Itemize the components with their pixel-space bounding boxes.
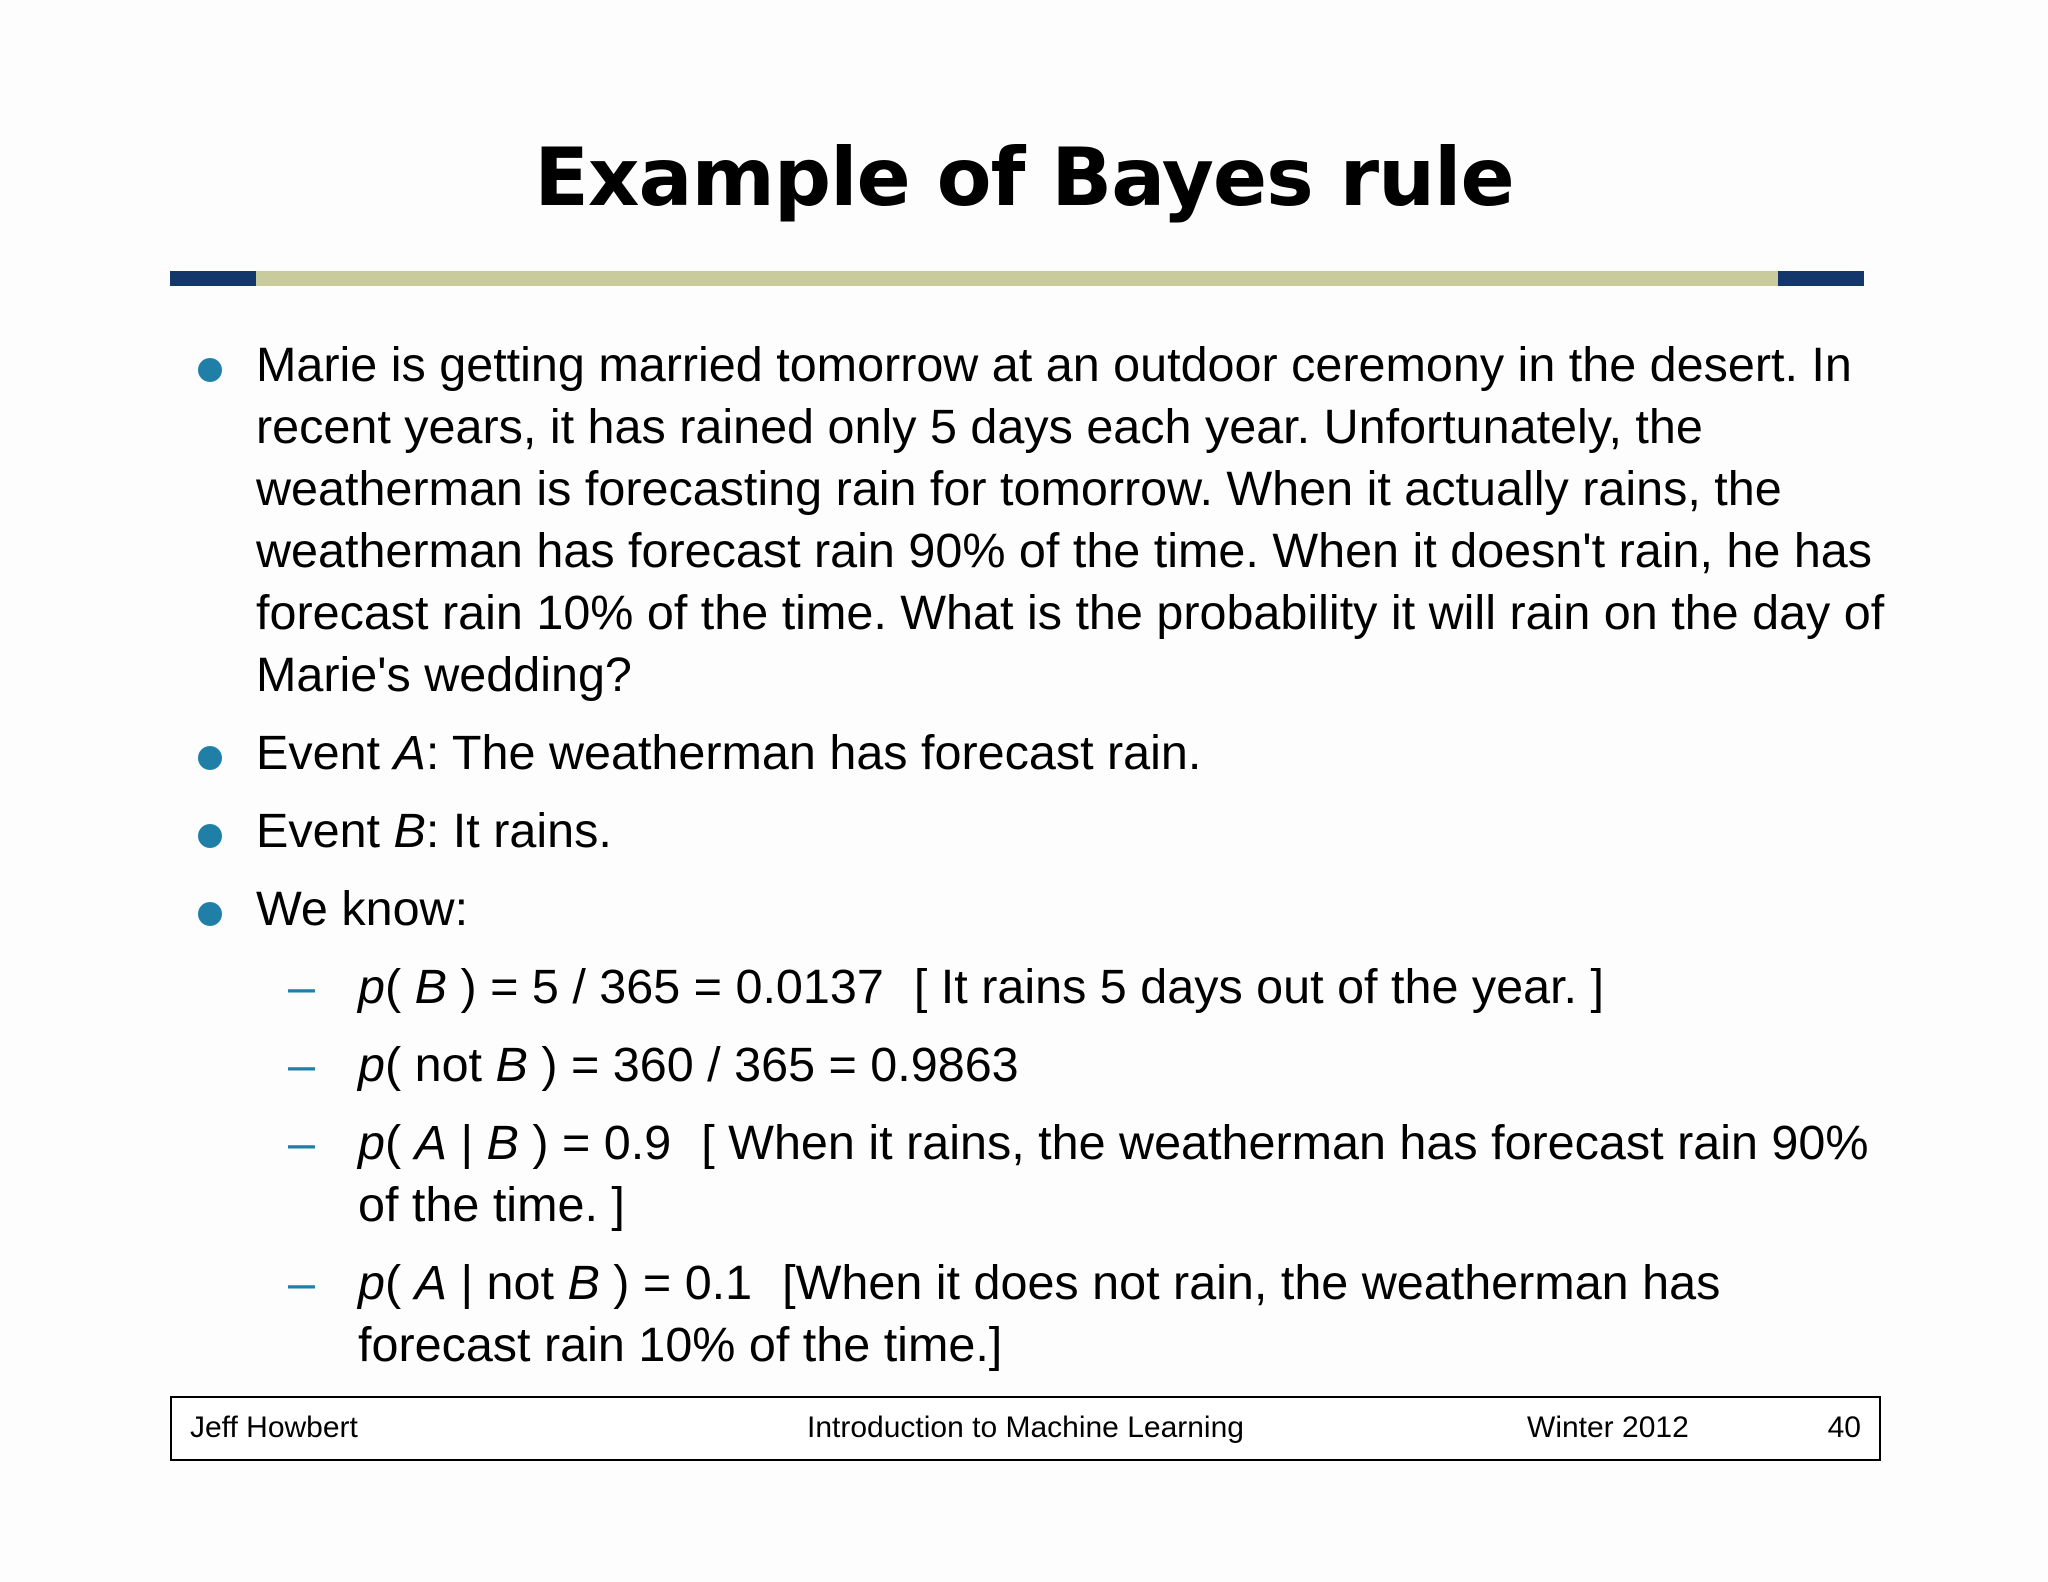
known-p-a-given-b [196, 1112, 1896, 1236]
event-a-var: A [393, 726, 426, 780]
pnotb-open: ( not [384, 1038, 496, 1092]
var-b: B [567, 1256, 600, 1310]
bullet-dot-icon [198, 902, 222, 926]
bullet-problem [196, 334, 1896, 706]
pab-note: [ When it rains, the weatherman has forecast rain 90% of the time. ] [358, 1116, 1869, 1232]
p-symbol: p [358, 1116, 385, 1170]
event-a-text: : The weatherman has forecast rain. [425, 726, 1202, 780]
panb-close: ) = 0.1 [599, 1256, 753, 1310]
problem-text: Marie is getting married tomorrow at an outdoor ceremony in the desert. In recent years, it has rained only 5 days each year. Unfortunately, the weatherman is forecasting rain for tomorrow. When it actually rains, the weatherman has forecast rain 90% of the time. When it doesn't rain, he has forecast rain 10% of the time. What is the probability it will rain on the day of Marie's wedding? [256, 338, 1885, 702]
footer-author: Jeff Howbert [190, 1411, 358, 1444]
slide-footer [170, 1396, 1881, 1461]
known-p-not-b [196, 1034, 1896, 1096]
event-b-prefix: Event [256, 804, 394, 858]
pab-mid: | [446, 1116, 487, 1170]
pb-open: ( [384, 960, 415, 1014]
dash-icon: – [288, 960, 315, 1014]
var-b: B [495, 1038, 528, 1092]
var-a: A [414, 1256, 447, 1310]
footer-course: Introduction to Machine Learning [807, 1411, 1244, 1444]
title-rule-left [170, 271, 256, 286]
dash-icon: – [288, 1038, 315, 1092]
known-p-a-given-not-b [196, 1252, 1896, 1376]
pab-close: ) = 0.9 [518, 1116, 672, 1170]
footer-term: Winter 2012 [1527, 1411, 1689, 1444]
p-symbol: p [358, 1256, 385, 1310]
pb-close: ) = 5 / 365 = 0.0137 [446, 960, 884, 1014]
bullet-event-b [196, 800, 1896, 862]
title-rule-middle [256, 271, 1778, 286]
dash-icon: – [288, 1116, 315, 1170]
p-symbol: p [358, 1038, 385, 1092]
panb-mid: | not [446, 1256, 568, 1310]
bullet-dot-icon [198, 358, 222, 382]
known-p-b [196, 956, 1896, 1018]
var-b: B [414, 960, 447, 1014]
pab-open: ( [384, 1116, 415, 1170]
p-symbol: p [358, 960, 385, 1014]
title-rule-right [1778, 271, 1864, 286]
var-a: A [414, 1116, 447, 1170]
slide-title: Example of Bayes rule [534, 131, 1514, 224]
panb-note: [When it does not rain, the weatherman has forecast rain 10% of the time.] [358, 1256, 1721, 1372]
footer-page-number: 40 [1827, 1411, 1861, 1444]
event-b-var: B [393, 804, 426, 858]
bullet-dot-icon [198, 746, 222, 770]
bullet-event-a [196, 722, 1896, 784]
var-b: B [486, 1116, 519, 1170]
we-know-text: We know: [256, 882, 469, 936]
panb-open: ( [384, 1256, 415, 1310]
event-b-text: : It rains. [425, 804, 612, 858]
pnotb-close: ) = 360 / 365 = 0.9863 [527, 1038, 1019, 1092]
event-a-prefix: Event [256, 726, 394, 780]
pb-note: [ It rains 5 days out of the year. ] [913, 960, 1604, 1014]
bullet-we-know [196, 878, 1896, 940]
bullet-dot-icon [198, 824, 222, 848]
dash-icon: – [288, 1256, 315, 1310]
slide-body [196, 334, 1896, 1392]
